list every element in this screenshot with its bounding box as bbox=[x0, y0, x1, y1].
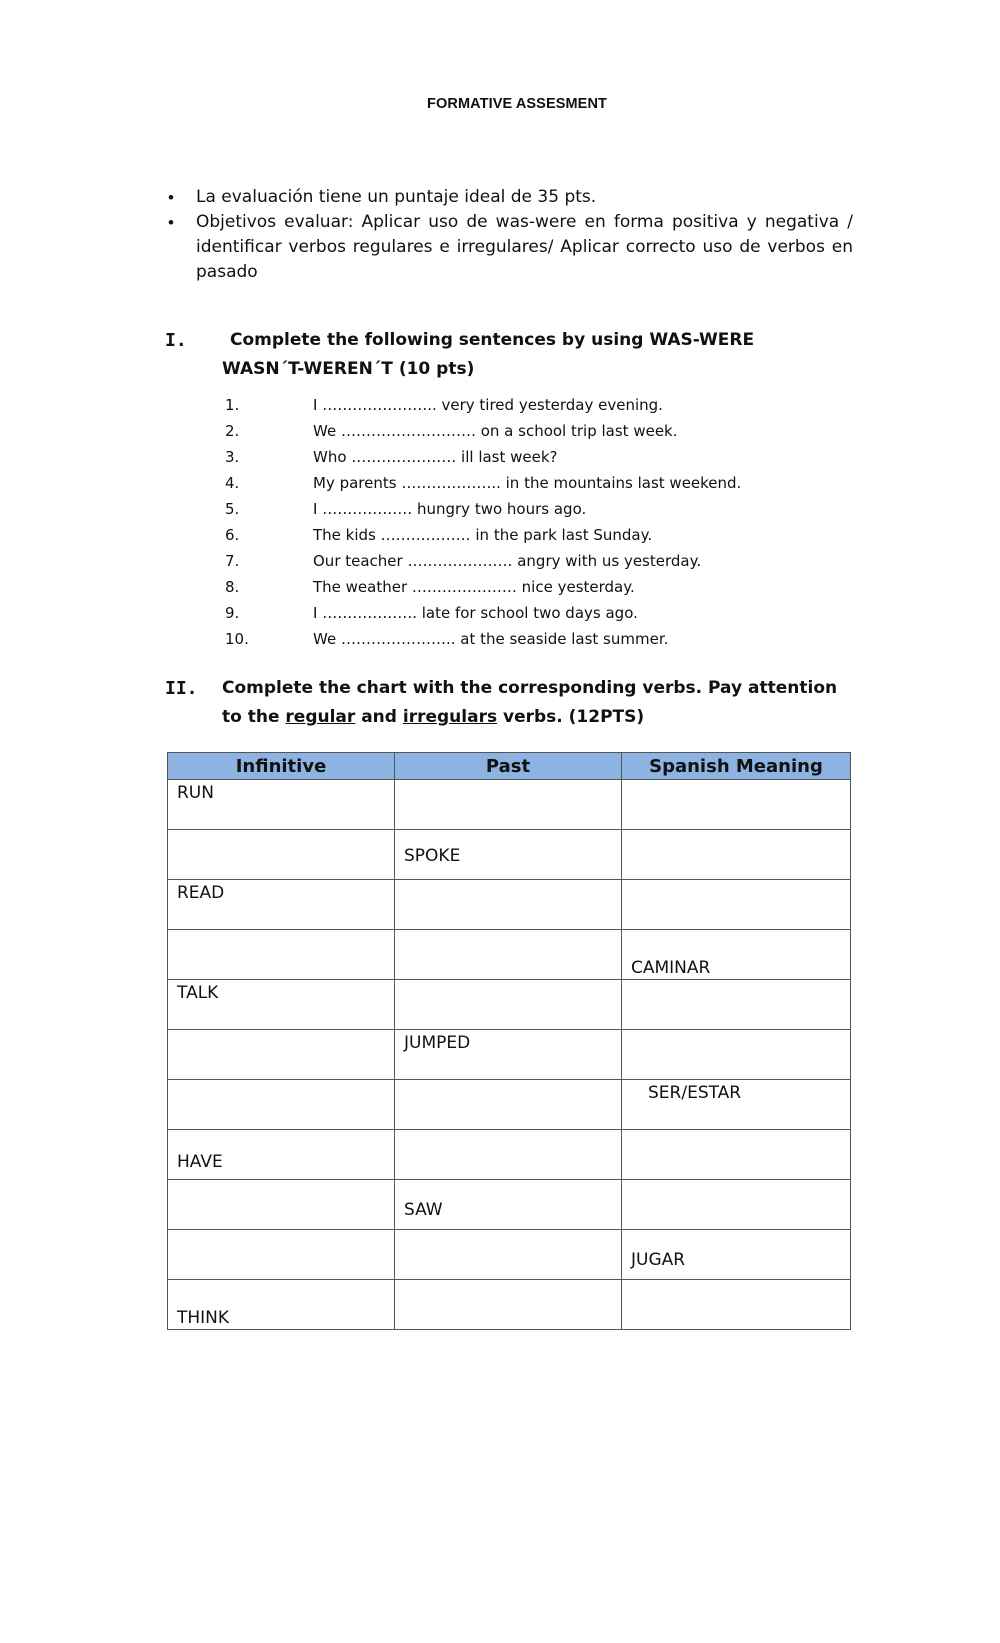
item-text: My parents ……………….. in the mountains last weekend. bbox=[313, 474, 742, 492]
table-row bbox=[168, 780, 851, 830]
item-text: We ………………….. at the seaside last summer. bbox=[313, 630, 669, 648]
cell-text: READ bbox=[177, 883, 225, 903]
table-cell[interactable] bbox=[395, 1030, 622, 1080]
table-cell[interactable] bbox=[622, 1030, 851, 1080]
item-number: 9. bbox=[225, 604, 240, 622]
column-header-past: Past bbox=[395, 753, 622, 780]
table-cell[interactable] bbox=[622, 830, 851, 880]
table-cell[interactable] bbox=[168, 1030, 395, 1080]
item-text: The kids ……………… in the park last Sunday. bbox=[313, 526, 653, 544]
table-row bbox=[168, 1230, 851, 1280]
table-cell[interactable] bbox=[622, 780, 851, 830]
cell-text: SPOKE bbox=[404, 846, 461, 866]
heading-text: and bbox=[361, 707, 397, 727]
table-cell[interactable] bbox=[622, 880, 851, 930]
instructions-list bbox=[168, 185, 853, 285]
heading-text: verbs. (12PTS) bbox=[503, 707, 645, 727]
table-cell[interactable] bbox=[168, 1180, 395, 1230]
column-header-infinitive: Infinitive bbox=[168, 753, 395, 780]
item-number: 8. bbox=[225, 578, 240, 596]
table-cell[interactable] bbox=[168, 1280, 395, 1330]
item-number: 5. bbox=[225, 500, 240, 518]
table-cell[interactable] bbox=[168, 980, 395, 1030]
table-row bbox=[168, 1280, 851, 1330]
section-2-number: II. bbox=[165, 678, 198, 699]
table-cell[interactable] bbox=[168, 830, 395, 880]
table-row bbox=[168, 930, 851, 980]
table-header-row bbox=[168, 753, 851, 780]
table-cell[interactable] bbox=[395, 1130, 622, 1180]
table-row bbox=[168, 980, 851, 1030]
irregulars-word: irregulars bbox=[402, 707, 498, 727]
table-cell[interactable] bbox=[168, 1080, 395, 1130]
item-number: 4. bbox=[225, 474, 240, 492]
cell-text: SER/ESTAR bbox=[648, 1083, 742, 1103]
table-cell[interactable] bbox=[622, 1180, 851, 1230]
table-cell[interactable] bbox=[168, 880, 395, 930]
item-text: Who ………………… ill last week? bbox=[313, 448, 558, 466]
section-2-heading bbox=[222, 674, 862, 732]
cell-text: TALK bbox=[177, 983, 219, 1003]
table-cell[interactable] bbox=[168, 1230, 395, 1280]
page-title: FORMATIVE ASSESMENT bbox=[427, 96, 607, 112]
cell-text: SAW bbox=[404, 1200, 443, 1220]
item-number: 1. bbox=[225, 396, 240, 414]
table-cell[interactable] bbox=[395, 830, 622, 880]
item-number: 2. bbox=[225, 422, 240, 440]
item-number: 10. bbox=[225, 630, 249, 648]
table-row bbox=[168, 1080, 851, 1130]
item-text: The weather ………………… nice yesterday. bbox=[313, 578, 635, 596]
table-row bbox=[168, 830, 851, 880]
verb-chart bbox=[167, 752, 851, 1330]
section-1-heading: Complete the following sentences by using WAS-WERE WASN´T-WEREN´T (10 pts) bbox=[222, 330, 755, 379]
bullet-item: • La evaluación tiene un puntaje ideal de 35 pts. bbox=[168, 185, 853, 210]
table-row bbox=[168, 1180, 851, 1230]
table-cell[interactable] bbox=[395, 1230, 622, 1280]
table-cell[interactable] bbox=[395, 980, 622, 1030]
table-cell[interactable] bbox=[168, 1130, 395, 1180]
table-cell[interactable] bbox=[395, 780, 622, 830]
item-number: 6. bbox=[225, 526, 240, 544]
table-cell[interactable] bbox=[622, 930, 851, 980]
cell-text: JUGAR bbox=[631, 1250, 686, 1270]
table-cell[interactable] bbox=[168, 930, 395, 980]
item-text: I ………………. late for school two days ago. bbox=[313, 604, 638, 622]
table-cell[interactable] bbox=[395, 1280, 622, 1330]
item-text: I ……………… hungry two hours ago. bbox=[313, 500, 587, 518]
item-text: I ………………….. very tired yesterday evening. bbox=[313, 396, 663, 414]
table-cell[interactable] bbox=[168, 780, 395, 830]
item-text: Our teacher ………………… angry with us yesterday. bbox=[313, 552, 702, 570]
cell-text: RUN bbox=[177, 783, 214, 803]
table-cell[interactable] bbox=[622, 980, 851, 1030]
heading-text: Complete the chart with the corresponding verbs. Pay attention to the bbox=[222, 678, 838, 727]
item-number: 7. bbox=[225, 552, 240, 570]
table-cell[interactable] bbox=[395, 930, 622, 980]
bullet-item: • Objetivos evaluar: Aplicar uso de was-were en forma positiva y negativa / identificar verbos regulares e irregulares/ Aplicar correcto uso de verbos en pasado bbox=[168, 210, 853, 285]
cell-text: HAVE bbox=[177, 1152, 223, 1172]
table-cell[interactable] bbox=[622, 1280, 851, 1330]
table-row bbox=[168, 880, 851, 930]
table-cell[interactable] bbox=[622, 1080, 851, 1130]
table-cell[interactable] bbox=[395, 880, 622, 930]
table-row bbox=[168, 1130, 851, 1180]
table-cell[interactable] bbox=[622, 1230, 851, 1280]
table-row bbox=[168, 1030, 851, 1080]
cell-text: CAMINAR bbox=[631, 958, 711, 978]
cell-text: THINK bbox=[177, 1308, 230, 1328]
table-cell[interactable] bbox=[622, 1130, 851, 1180]
section-1-number: I. bbox=[165, 330, 187, 351]
item-number: 3. bbox=[225, 448, 240, 466]
cell-text: JUMPED bbox=[404, 1033, 471, 1053]
column-header-spanish-meaning: Spanish Meaning bbox=[622, 753, 851, 780]
item-text: We ……………………… on a school trip last week. bbox=[313, 422, 678, 440]
regular-word: regular bbox=[285, 707, 356, 727]
table-cell[interactable] bbox=[395, 1080, 622, 1130]
table-cell[interactable] bbox=[395, 1180, 622, 1230]
